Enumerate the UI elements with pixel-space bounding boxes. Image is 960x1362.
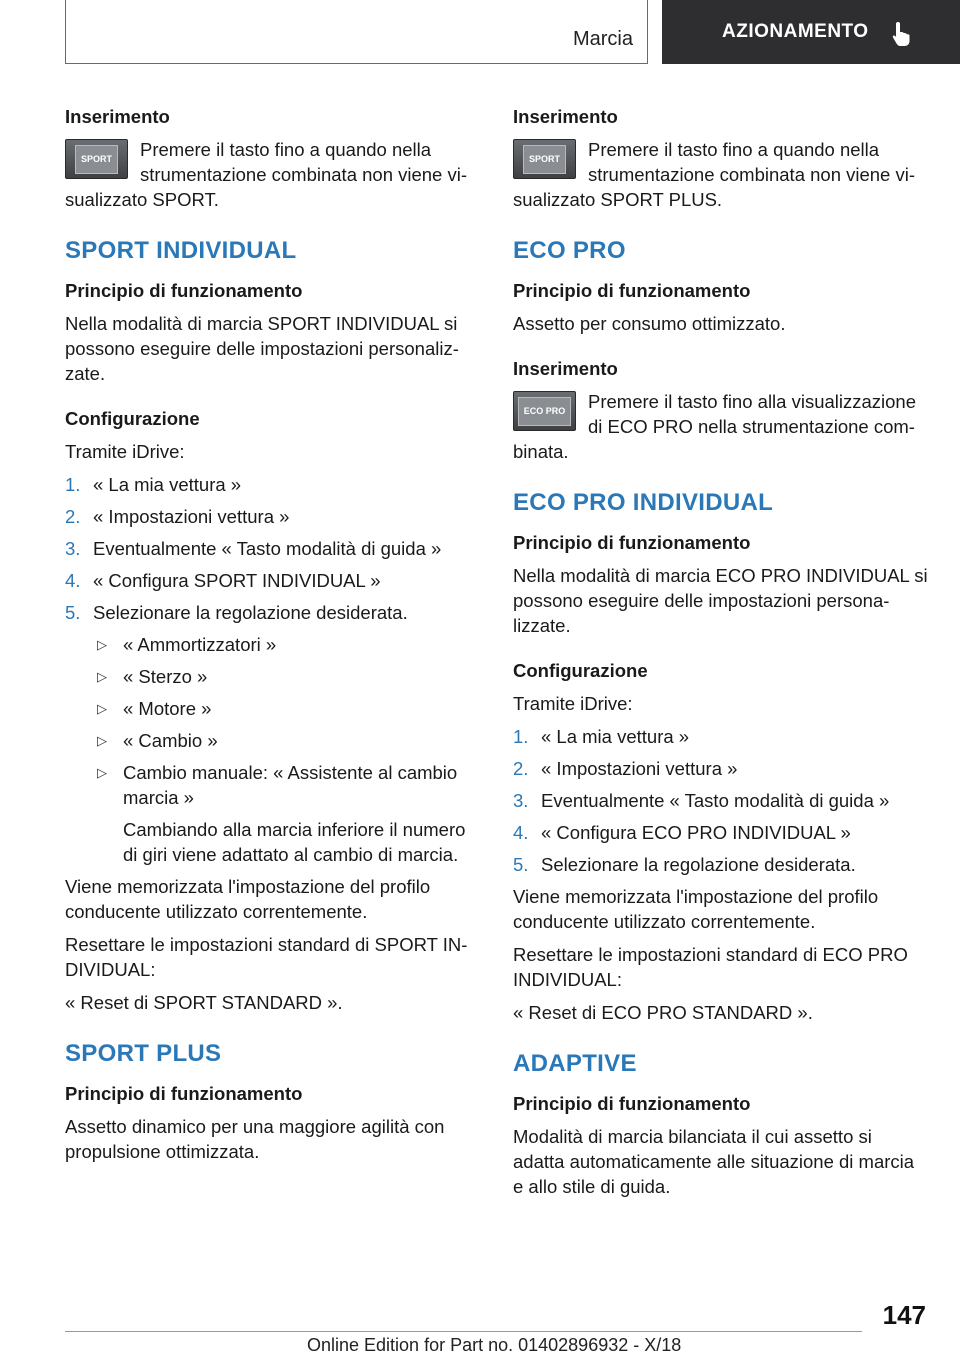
list-item: 3. Eventualmente « Tasto modalità di guida » [513,790,890,811]
sport-button-image [65,139,128,179]
bullet-note: Cambiando alla marcia inferiore il numero di giri viene adattato al cambio di marcia. [123,819,466,865]
subheading: Configurazione [513,660,648,681]
subheading: Inserimento [513,106,618,127]
subheading: Principio di funzionamento [513,532,751,553]
triangle-bullet-icon: ▷ [97,733,107,748]
right-column [513,104,928,1207]
steps-list [513,724,928,877]
subheading: Principio di funzionamento [65,280,303,301]
triangle-bullet-icon: ▷ [97,637,107,652]
button-label: SPORT [523,145,566,174]
paragraph: Tramite iDrive: [513,693,633,714]
paragraph: Resettare le impostazioni standard di SPORT IN-DIVIDUAL: [65,934,468,980]
header-chapter-tab [662,0,960,64]
instruction-text-continued: sualizzato SPORT PLUS. [513,189,723,210]
list-item: ▷ « Ammortizzatori » [97,634,277,655]
subheading: Configurazione [65,408,200,429]
triangle-bullet-icon: ▷ [97,765,107,780]
footer-edition-text: Online Edition for Part no. 01402896932 - X/18 [307,1335,682,1355]
paragraph: « Reset di ECO PRO STANDARD ». [513,1002,813,1023]
header-chapter-title: AZIONAMENTO [722,21,869,42]
eco-pro-button-image [513,391,576,431]
list-item: ▷ « Motore » [97,698,212,719]
bullet-list [93,632,480,867]
list-item: 3. Eventualmente « Tasto modalità di guida » [65,538,442,559]
page-number: 147 [882,1300,926,1330]
button-label: SPORT [75,145,118,174]
list-item: ▷ « Cambio » [97,730,218,751]
paragraph: Viene memorizzata l'impostazione del profilo conducente utilizzato correntemente. [65,876,431,922]
list-item: 2. « Impostazioni vettura » [513,758,738,779]
triangle-bullet-icon: ▷ [97,669,107,684]
button-label: ECO PRO [518,397,572,426]
sport-button-image [513,139,576,179]
instruction-block [513,389,928,439]
list-item: 4. « Configura ECO PRO INDIVIDUAL » [513,822,851,843]
paragraph: « Reset di SPORT STANDARD ». [65,992,343,1013]
subheading: Principio di funzionamento [513,280,751,301]
paragraph: Modalità di marcia bilanciata il cui assetto si adatta automaticamente alle situazione di marcia e allo stile di guida. [513,1126,915,1197]
paragraph: Nella modalità di marcia SPORT INDIVIDUAL si possono eseguire delle impostazioni personaliz-zate. [65,313,459,384]
list-item: ▷ « Sterzo » [97,666,208,687]
paragraph: Assetto dinamico per una maggiore agilità con propulsione ottimizzata. [65,1116,445,1162]
paragraph: Resettare le impostazioni standard di ECO PRO INDIVIDUAL: [513,944,908,990]
list-item: 1. « La mia vettura » [513,726,690,747]
instruction-text-continued: binata. [513,441,569,462]
list-item: 5. Selezionare la regolazione desiderata. [513,854,856,875]
paragraph: Tramite iDrive: [65,441,185,462]
instruction-text: Premere il tasto fino a quando nella strumentazione combinata non viene vi- [588,139,916,185]
section-heading: SPORT PLUS [65,1040,222,1067]
paragraph: Nella modalità di marcia ECO PRO INDIVIDUAL si possono eseguire delle impostazioni persona-lizzate. [513,565,928,636]
header-section-title: Marcia [572,28,633,50]
left-column [65,104,480,1172]
instruction-text: Premere il tasto fino a quando nella strumentazione combinata non viene vi- [140,139,468,185]
steps-list [65,472,480,625]
list-item: 4. « Configura SPORT INDIVIDUAL » [65,570,381,591]
list-item: ▷ Cambio manuale: « Assistente al cambio marcia » Cambiando alla marcia inferiore il numero di giri viene adattato al cambio di marcia. [93,760,480,867]
paragraph: Viene memorizzata l'impostazione del profilo conducente utilizzato correntemente. [513,886,879,932]
instruction-text-continued: sualizzato SPORT. [65,189,219,210]
triangle-bullet-icon: ▷ [97,701,107,716]
subheading: Principio di funzionamento [65,1083,303,1104]
subheading: Inserimento [513,358,618,379]
section-heading: SPORT INDIVIDUAL [65,237,297,264]
section-heading: ECO PRO [513,237,626,264]
hand-pointer-icon [891,21,913,47]
subheading: Principio di funzionamento [513,1093,751,1114]
section-heading: ADAPTIVE [513,1050,637,1077]
instruction-text: Premere il tasto fino alla visualizzazione di ECO PRO nella strumentazione com- [588,391,917,437]
list-item: 1. « La mia vettura » [65,474,242,495]
paragraph: Assetto per consumo ottimizzato. [513,313,786,334]
list-item: 2. « Impostazioni vettura » [65,506,290,527]
header-section-box [65,0,648,64]
footer-divider [65,1331,862,1332]
list-item: 5. Selezionare la regolazione desiderata. [65,602,408,623]
section-heading: ECO PRO INDIVIDUAL [513,489,774,516]
instruction-block [65,137,480,187]
subheading: Inserimento [65,106,170,127]
instruction-block [513,137,928,187]
